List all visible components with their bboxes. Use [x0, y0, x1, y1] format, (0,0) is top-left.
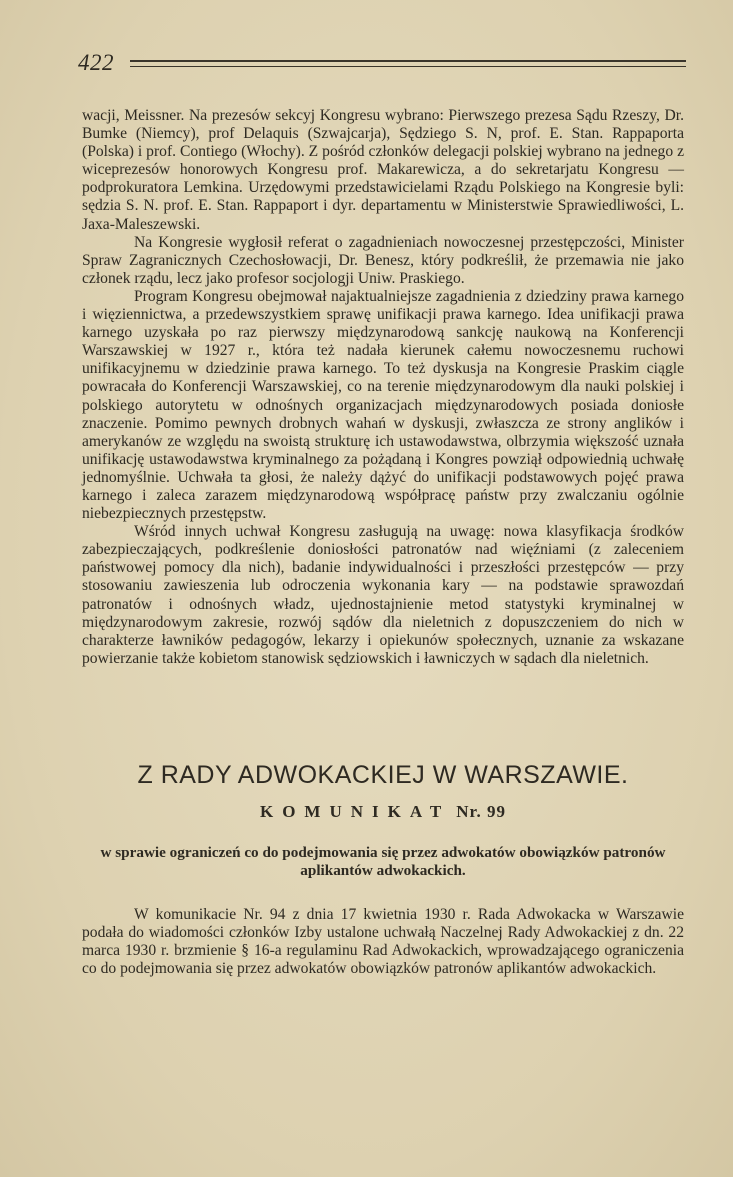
page-header [78, 50, 686, 80]
komunikat-subheading: w sprawie ograniczeń co do podejmowania się przez adwokatów obowiązków patronów aplikantów adwokackich. [100, 843, 666, 879]
header-rule-thin [130, 66, 686, 67]
paragraph-benesz: Na Kongresie wygłosił referat o zagadnieniach nowoczesnej przestępczości, Minister Spraw Zagranicznych Czechosłowacji, Dr. Benesz, który podkreślił, że przemawia nie jako członek rządu, lecz jako profesor socjologji Uniw. Praskiego. [82, 233, 684, 287]
page-content [82, 107, 684, 978]
paragraph-continued: wacji, Meissner. Na prezesów sekcyj Kongresu wybrano: Pierwszego prezesa Sądu Rzeszy, Dr. Bumke (Niemcy), prof Delaquis (Szwajcarja), Sędziego S. N, prof. E. Stan. Rappaporta (Polska) i prof. Contiego (Włochy). Z pośród członków delegacji polskiej wybrano na jednego z wiceprezesów honorowych Kongresu prof. Makarewicza, a do sekretarjatu Kongresu — podprokuratora Lemkina. Urzędowymi przedstawicielami Rządu Polskiego na Kongresie byli: sędzia S. N. prof. E. Stan. Rappaport i dyr. departamentu w Ministerstwie Sprawiedliwości, L. Jaxa-Maleszewski. [82, 107, 684, 233]
page-number: 422 [78, 50, 114, 75]
paragraph-resolutions: Wśród innych uchwał Kongresu zasługują na uwagę: nowa klasyfikacja środków zabezpieczających, podkreślenie doniosłości patronatów nad więźniami (z zaleceniem państwowej pomocy dla nich), badanie indywidualności i przeszłości przestępców — przy stosowaniu zawieszenia lub odroczenia wykonania kary — na podstawie sprawozdań patronatów i odnośnych władz, ujednostajnienie metod statystyki kryminalnej w międzynarodowym zakresie, rozwój sądów dla nieletnich z dopuszczeniem do nich w charakterze ławników pedagogów, lekarzy i opiekunów społecznych, uznanie za wskazane powierzanie także kobietom stanowisk sędziowskich i ławniczych w sądach dla nieletnich. [82, 523, 684, 667]
paragraph-program: Program Kongresu obejmował najaktualniejsze zagadnienia z dziedziny prawa karnego i więziennictwa, a przedewszystkiem sprawę unifikacji prawa karnego. Idea unifikacji prawa karnego uzyskała po raz pierwszy międzynarodową sankcję naukową na Konferencji Warszawskiej w 1927 r., która też nadała kierunek całemu nowoczesnemu ruchowi unifikacyjnemu w dziedzinie prawa karnego. To też dyskusja na Kongresie Praskim ciągle powracała do Konferencji Warszawskiej, co na terenie międzynarodowym dla nauki polskiej i polskiego autorytetu w odnośnych organizacjach międzynarodowych posiada doniosłe znaczenie. Pomimo pewnych drobnych wahań w dyskusji, zwłaszcza ze strony anglików i amerykanów ze względu na swoistą strukturę ich ustawodawstwa, olbrzymia większość uznała unifikację ustawodawstwa kryminalnego za pożądaną i Kongres powziął odpowiednią uchwałę jednomyślnie. Uchwała ta głosi, że należy dążyć do unifikacji podstawowych pojęć prawa karnego i zaleca zarazem międzynarodową współpracę państw przy zwalczaniu ogólnie niebezpiecznych przestępstw. [82, 287, 684, 523]
header-rule [130, 60, 686, 62]
komunikat-label: KOMUNIKAT [259, 801, 451, 821]
section-title: Z RADY ADWOKACKIEJ W WARSZAWIE. [137, 760, 629, 789]
komunikat-number: Nr. 99 [456, 801, 506, 821]
komunikat-body: W komunikacie Nr. 94 z dnia 17 kwietnia 1930 r. Rada Adwokacka w Warszawie podała do wiadomości członków Izby ustalone uchwałą Naczelnej Rady Adwokackiej z dn. 22 marca 1930 r. brzmienie § 16-a regulaminu Rad Adwokackich, wprowadzającego ograniczenia co do podejmowania się przez adwokatów obowiązków patronów aplikantów adwokackich. [82, 905, 684, 978]
komunikat-heading [82, 802, 684, 822]
